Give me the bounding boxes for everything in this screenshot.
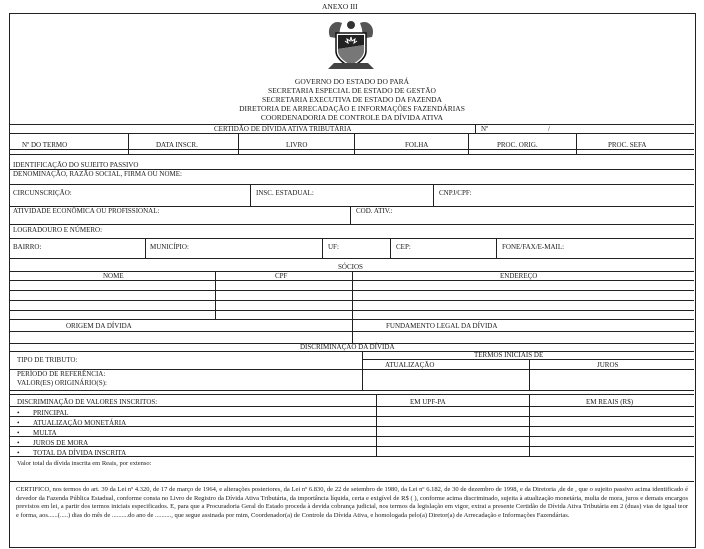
total-in-words-label: Valor total da dívida inscrita em Reais, por extenso: bbox=[17, 460, 152, 467]
tax-type-label: TIPO DE TRIBUTO: bbox=[17, 356, 78, 364]
values-col-brl: EM REAIS (R$) bbox=[586, 398, 634, 406]
header-line-4: DIRETORIA DE ARRECADAÇÃO E INFORMAÇÕES FAZENDÁRIAS bbox=[239, 104, 465, 113]
district-label: BAIRRO: bbox=[13, 243, 42, 251]
value-item-total: TOTAL DA DÍVIDA INSCRITA bbox=[33, 449, 127, 457]
col-term-number: Nº DO TERMO bbox=[22, 141, 68, 149]
initial-terms-label: TERMOS INICIAIS DE bbox=[474, 351, 544, 359]
col-orig-process: PROC. ORIG. bbox=[497, 141, 538, 149]
city-label: MUNICÍPIO: bbox=[150, 243, 189, 251]
cnpj-cpf-label: CNPJ/CPF: bbox=[439, 189, 472, 197]
partners-title: SÓCIOS bbox=[338, 263, 363, 271]
col-registration-date: DATA INSCR. bbox=[156, 141, 198, 149]
update-label: ATUALIZAÇÃO bbox=[385, 361, 435, 369]
discrimination-title: DISCRIMINAÇÃO DA DÍVIDA bbox=[300, 343, 395, 351]
state-label: UF: bbox=[328, 243, 339, 251]
col-sefa-process: PROC. SEFA bbox=[608, 141, 647, 149]
values-title: DISCRIMINAÇÃO DE VALORES INSCRITOS: bbox=[17, 398, 158, 406]
value-item-monetary-update: ATUALIZAÇÃO MONETÁRIA bbox=[33, 419, 127, 427]
legal-certification-text: CERTIFICO, nos termos do art. 39 da Lei nº 4.320, de 17 de março de 1964, e alterações posteriores, da Lei nº 6.830, de 22 de setembro de 1980, da Lei nº 6.182, de 30 de dezembro de 1998, e da Diretoria ,de de , que o sujeito passivo acima identificado é devedor da Fazenda Pública Estadual, conforme consta no Livro de Registro da Dívida Ativa Tributária, da importância líquida, certa e exigível de R$ ( ), conforme acima discriminado, sujeita à atualização monetária, multa de mora, juros e demais encargos previstos em lei, a partir dos termos iniciais especificados. E, para que a Procuradoria Geral do Estado proceda à devida cobrança judicial, nos termos da legislação em vigor, extrai a presente Certidão de Dívida Ativa Tributária em 2 (duas) vias de igual teor e forma, aos......(.....) dias do mês de ..........do ano de .........., que segue assinada por mim, Coordenador(a) de Controle da Dívida Ativa, e homologada pelo(a) Diretor(a) de Arrecadação e Informações Fazendárias. bbox=[16, 486, 688, 519]
certificate-number-value: / bbox=[548, 125, 550, 133]
jurisdiction-label: CIRCUNSCRIÇÃO: bbox=[13, 189, 72, 197]
bullet-icon: • bbox=[17, 449, 20, 457]
bullet-icon: • bbox=[17, 429, 20, 437]
header-line-1: GOVERNO DO ESTADO DO PARÁ bbox=[294, 77, 410, 86]
annex-label: ANEXO III bbox=[322, 2, 358, 11]
values-col-upf: EM UPF-PA bbox=[410, 398, 446, 406]
bullet-icon: • bbox=[17, 419, 20, 427]
header-line-3: SECRETARIA EXECUTIVA DE ESTADO DA FAZENDA bbox=[262, 95, 442, 104]
value-item-default-interest: JUROS DE MORA bbox=[33, 439, 89, 447]
col-page: FOLHA bbox=[405, 141, 429, 149]
subject-name-label: DENOMINAÇÃO, RAZÃO SOCIAL, FIRMA OU NOME: bbox=[13, 170, 182, 178]
bullet-icon: • bbox=[17, 439, 20, 447]
header-line-5: COORDENADORIA DE CONTROLE DA DÍVIDA ATIVA bbox=[260, 113, 444, 122]
partners-col-address: ENDEREÇO bbox=[500, 272, 538, 280]
col-book: LIVRO bbox=[286, 141, 308, 149]
street-label: LOGRADOURO E NÚMERO: bbox=[13, 226, 103, 234]
subject-section-title: IDENTIFICAÇÃO DO SUJEITO PASSIVO bbox=[13, 161, 139, 169]
coat-of-arms-icon bbox=[322, 15, 380, 73]
debt-origin-label: ORIGEM DA DÍVIDA bbox=[66, 322, 132, 330]
zip-label: CEP: bbox=[396, 243, 411, 251]
interest-label: JUROS bbox=[597, 361, 619, 369]
state-registration-label: INSC. ESTADUAL: bbox=[256, 189, 314, 197]
partners-col-cpf: CPF bbox=[275, 272, 288, 280]
activity-label: ATIVIDADE ECONÔMICA OU PROFISSIONAL: bbox=[13, 207, 160, 215]
original-values-label: VALOR(ES) ORIGINÁRIO(S): bbox=[17, 379, 107, 387]
partners-col-name: NOME bbox=[103, 272, 124, 280]
certificate-number-label: Nº bbox=[481, 125, 489, 133]
phone-fax-email-label: FONE/FAX/E-MAIL: bbox=[502, 243, 565, 251]
value-item-principal: PRINCIPAL bbox=[33, 409, 69, 417]
activity-code-label: COD. ATIV.: bbox=[356, 207, 393, 215]
value-item-fine: MULTA bbox=[33, 429, 57, 437]
debt-legal-basis-label: FUNDAMENTO LEGAL DA DÍVIDA bbox=[386, 322, 498, 330]
reference-period-label: PERÍODO DE REFERÊNCIA: bbox=[17, 370, 106, 378]
header-line-2: SECRETARIA ESPECIAL DE ESTADO DE GESTÃO bbox=[268, 86, 436, 95]
certificate-title: CERTIDÃO DE DÍVIDA ATIVA TRIBUTÁRIA bbox=[214, 125, 352, 133]
bullet-icon: • bbox=[17, 409, 20, 417]
